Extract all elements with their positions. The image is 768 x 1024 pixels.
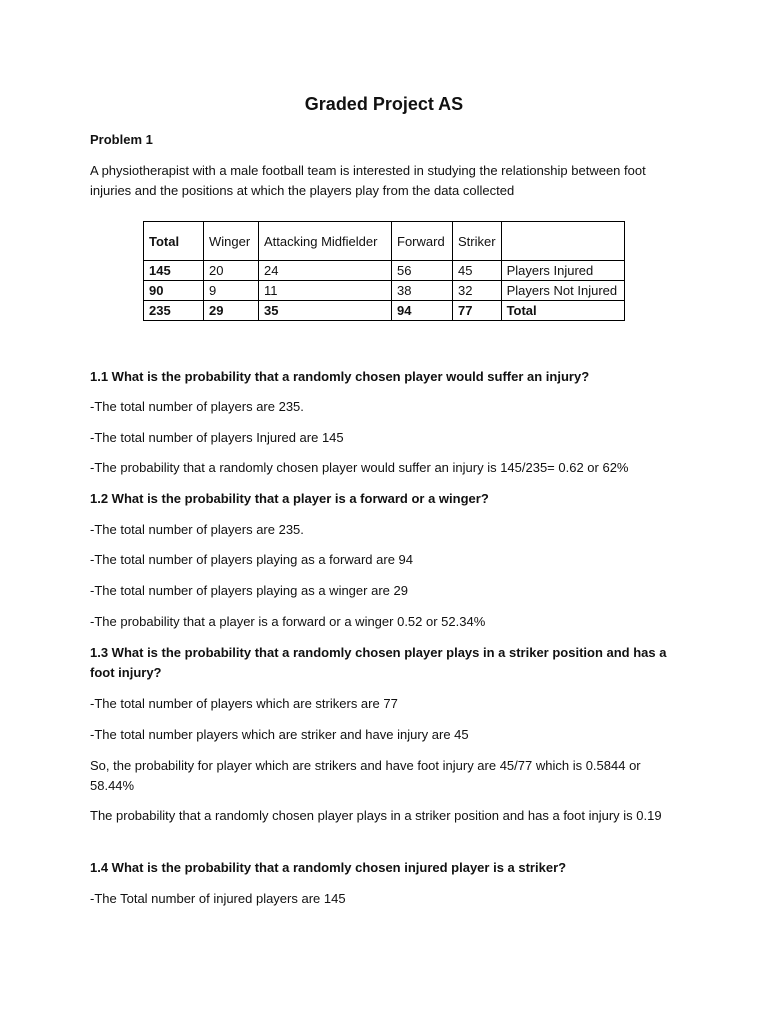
table-row — [144, 301, 625, 321]
table-cell: 90 — [144, 281, 204, 301]
table-cell: Total — [501, 301, 624, 321]
answer-line: -The probability that a randomly chosen player would suffer an injury is 145/235= 0.62 or 62% — [90, 460, 629, 475]
answer-line: So, the probability for player which are strikers and have foot injury are 45/77 which is 0.5844 or 58.44% — [90, 758, 641, 793]
table-row — [144, 281, 625, 301]
table-header-cell: Forward — [392, 222, 453, 261]
table-cell: Players Not Injured — [501, 281, 624, 301]
answer-line: -The probability that a player is a forward or a winger 0.52 or 52.34% — [90, 614, 486, 629]
question-1-1: 1.1 What is the probability that a randomly chosen player would suffer an injury? — [90, 369, 590, 384]
answer-line: The probability that a randomly chosen player plays in a striker position and has a foot injury is 0.19 — [90, 808, 662, 823]
question-1-2: 1.2 What is the probability that a player is a forward or a winger? — [90, 491, 489, 506]
injury-table — [143, 221, 625, 321]
table-header-cell: Winger — [204, 222, 259, 261]
table-cell: 145 — [144, 261, 204, 281]
table-header-row — [144, 222, 625, 261]
table-header-cell: Attacking Midfielder — [259, 222, 392, 261]
table-cell: 32 — [453, 281, 502, 301]
table-header-cell — [501, 222, 624, 261]
table-cell: 24 — [259, 261, 392, 281]
answer-line: -The total number of players playing as a winger are 29 — [90, 583, 408, 598]
intro-paragraph: A physiotherapist with a male football team is interested in studying the relationship between foot injuries and the positions at which the players play from the data collected — [90, 163, 646, 198]
problem-heading: Problem 1 — [90, 132, 153, 147]
table-cell: Players Injured — [501, 261, 624, 281]
table-cell: 45 — [453, 261, 502, 281]
answer-line: -The total number of players which are strikers are 77 — [90, 696, 398, 711]
question-1-3: 1.3 What is the probability that a randomly chosen player plays in a striker position and has a foot injury? — [90, 645, 667, 680]
table-cell: 29 — [204, 301, 259, 321]
table-cell: 235 — [144, 301, 204, 321]
answer-line: -The total number of players playing as a forward are 94 — [90, 552, 414, 567]
table-cell: 11 — [259, 281, 392, 301]
table-cell: 9 — [204, 281, 259, 301]
table-cell: 35 — [259, 301, 392, 321]
document-title: Graded Project AS — [304, 94, 464, 114]
table-cell: 77 — [453, 301, 502, 321]
table-cell: 56 — [392, 261, 453, 281]
table-header-cell: Striker — [453, 222, 502, 261]
answer-line: -The Total number of injured players are 145 — [90, 891, 346, 906]
table-cell: 94 — [392, 301, 453, 321]
table-row — [144, 261, 625, 281]
answer-line: -The total number players which are striker and have injury are 45 — [90, 727, 469, 742]
answer-line: -The total number of players Injured are 145 — [90, 430, 344, 445]
question-1-4: 1.4 What is the probability that a randomly chosen injured player is a striker? — [90, 860, 567, 875]
table-header-cell: Total — [144, 222, 204, 261]
table-cell: 38 — [392, 281, 453, 301]
answer-line: -The total number of players are 235. — [90, 522, 304, 537]
answer-line: -The total number of players are 235. — [90, 399, 304, 414]
table-cell: 20 — [204, 261, 259, 281]
